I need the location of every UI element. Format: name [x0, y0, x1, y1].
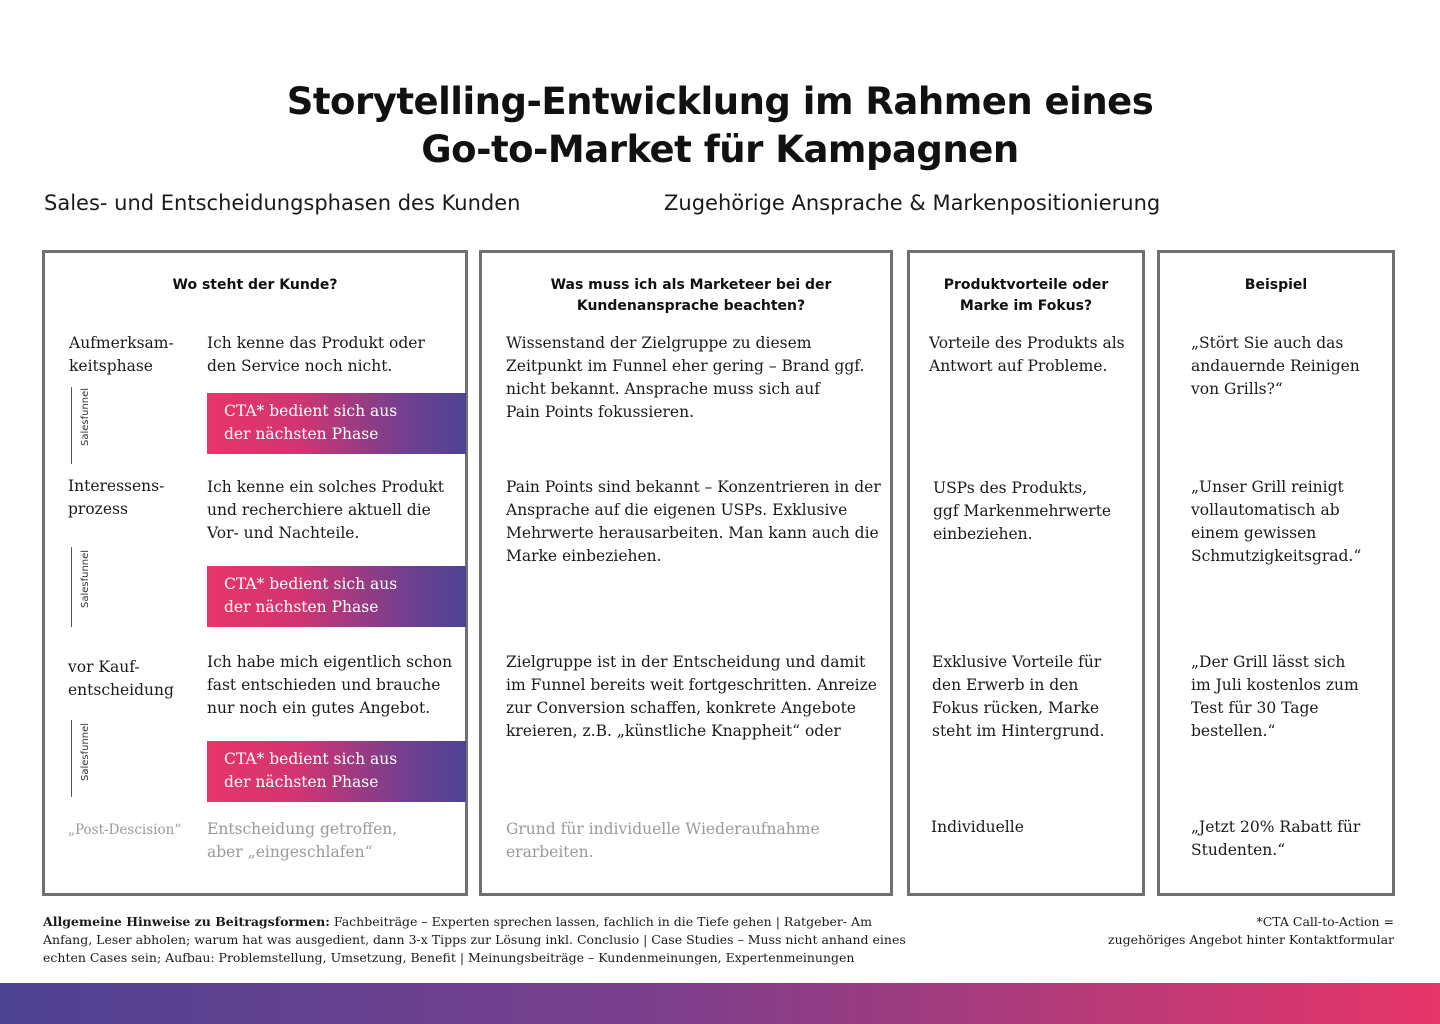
marketeer-text: Pain Points sind bekannt – Konzentrieren in der Ansprache auf die eigenen USPs. Exklusive Mehrwerte herausarbeiten. Man kann auch die Marke einbeziehen.: [506, 478, 881, 565]
funnel-label: Salesfunnel: [80, 722, 91, 781]
beispiel-text: „Stört Sie auch das andauernde Reinigen von Grills?“: [1191, 334, 1360, 398]
cta-banner: CTA* bedient sich aus der nächsten Phase: [207, 566, 466, 627]
column-header-fokus: Produktvorteile oder Marke im Fokus?: [943, 277, 1109, 314]
notes-text: Fachbeiträge – Experten sprechen lassen, fachlich in die Tiefe gehen | Ratgeber- Am Anfang, Leser abholen; warum hat was ausgedient, dann 3-x Tipps zur Lösung inkl. Conclusio | Case Studies – Muss nicht anhand eines echten Cases sein; Aufbau: Problemstellung, Umsetzung, Benefit | Meinungsbeiträge – Kundenmeinungen, Expertenmeinungen: [43, 914, 906, 965]
fokus-text: USPs des Produkts, ggf Markenmehrwerte einbeziehen.: [933, 479, 1112, 543]
marketeer-text: Grund für individuelle Wiederaufnahme erarbeiten.: [506, 820, 820, 861]
marketeer-text: Wissenstand der Zielgruppe zu diesem Zeitpunkt im Funnel eher gering – Brand ggf. nicht bekannt. Ansprache muss sich auf Pain Points fokussieren.: [506, 334, 865, 421]
cta-banner: CTA* bedient sich aus der nächsten Phase: [207, 393, 466, 454]
beispiel-text: „Unser Grill reinigt vollautomatisch ab einem gewissen Schmutzigkeitsgrad.“: [1191, 478, 1362, 565]
cta-footnote: *CTA Call-to-Action = zugehöriges Angebot hinter Kontaktformular: [1108, 914, 1394, 947]
kunde-text: Ich habe mich eigentlich schon fast entschieden und brauche nur noch ein gutes Angebot.: [207, 653, 453, 717]
fokus-text: Individuelle: [931, 818, 1024, 836]
cta-banner: CTA* bedient sich aus der nächsten Phase: [207, 741, 466, 802]
notes-label: Allgemeine Hinweise zu Beitragsformen:: [43, 914, 330, 929]
funnel-divider: [71, 547, 72, 627]
beispiel-text: „Der Grill lässt sich im Juli kostenlos zum Test für 30 Tage bestellen.“: [1191, 653, 1359, 740]
funnel-divider: [71, 387, 72, 464]
phase-label: Interessens- prozess: [68, 477, 165, 518]
phase-label: „Post-Descision“: [68, 822, 182, 838]
kunde-text: Ich kenne ein solches Produkt und recherchiere aktuell die Vor- und Nachteile.: [207, 478, 445, 542]
funnel-label: Salesfunnel: [80, 387, 91, 446]
funnel-divider: [71, 720, 72, 797]
marketeer-text: Zielgruppe ist in der Entscheidung und damit im Funnel bereits weit fortgeschritten. Anreize zur Conversion schaffen, konkrete Angebote kreieren, z.B. „künstliche Knappheit“ oder: [506, 653, 877, 740]
column-header-kunde: Wo steht der Kunde?: [172, 277, 338, 293]
phase-label: vor Kauf- entscheidung: [68, 658, 174, 699]
funnel-label: Salesfunnel: [80, 549, 91, 608]
phase-label: Aufmerksam- keitsphase: [69, 334, 174, 375]
kunde-text: Entscheidung getroffen, aber „eingeschlafen“: [207, 820, 398, 861]
column-header-marketeer: Was muss ich als Marketeer bei der Kundenansprache beachten?: [550, 277, 832, 314]
fokus-text: Vorteile des Produkts als Antwort auf Probleme.: [929, 334, 1125, 375]
fokus-text: Exklusive Vorteile für den Erwerb in den Fokus rücken, Marke steht im Hintergrund.: [932, 653, 1105, 740]
column-header-beispiel: Beispiel: [1244, 277, 1308, 293]
title-line-2: Go-to-Market für Kampagnen: [421, 128, 1019, 171]
general-notes: [43, 913, 923, 967]
beispiel-text: „Jetzt 20% Rabatt für Studenten.“: [1191, 818, 1361, 859]
subhead-right: Zugehörige Ansprache & Markenpositionierung: [664, 191, 1161, 215]
title-line-1: Storytelling-Entwicklung im Rahmen eines: [286, 80, 1154, 123]
bottom-gradient-bar: [0, 983, 1440, 1024]
page-title: [0, 78, 1440, 174]
subhead-left: Sales- und Entscheidungsphasen des Kunden: [44, 191, 521, 215]
kunde-text: Ich kenne das Produkt oder den Service noch nicht.: [207, 334, 425, 375]
